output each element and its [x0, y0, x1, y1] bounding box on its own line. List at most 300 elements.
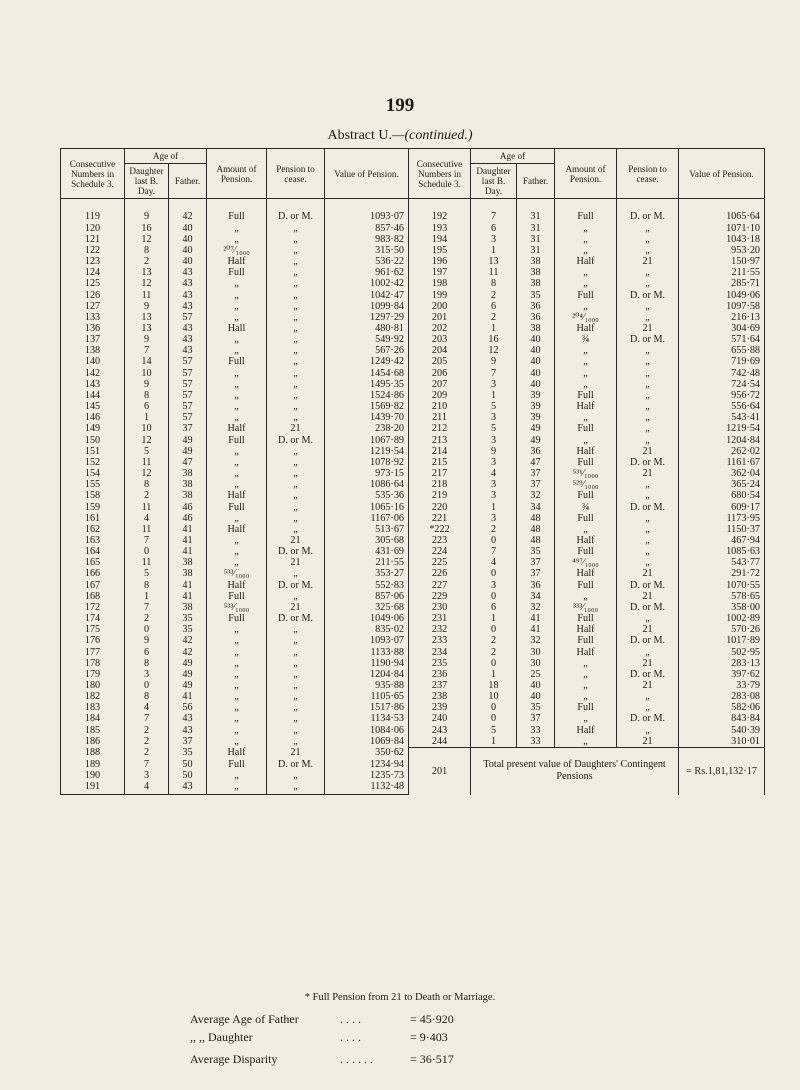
left-amount: „ [207, 770, 267, 781]
left-amount: Half [207, 256, 267, 267]
right-daughter-age: 0 [471, 713, 517, 724]
right-number: 196 [409, 256, 471, 267]
left-value: 431·69 [325, 546, 409, 557]
left-amount: „ [207, 546, 267, 557]
left-daughter-age: 14 [125, 356, 169, 367]
left-amount: „ [207, 290, 267, 301]
left-cease: 21 [267, 747, 325, 758]
left-value: 1002·42 [325, 278, 409, 289]
right-number: 226 [409, 568, 471, 579]
right-value: 1049·06 [679, 290, 765, 301]
left-father-age: 40 [169, 223, 207, 234]
right-value: 680·54 [679, 490, 765, 501]
table-row [61, 334, 765, 345]
left-daughter-age: 4 [125, 702, 169, 713]
right-number: 239 [409, 702, 471, 713]
left-value: 1297·29 [325, 312, 409, 323]
left-number: 167 [61, 580, 125, 591]
right-amount: „ [555, 680, 617, 691]
left-daughter-age: 7 [125, 345, 169, 356]
right-value: 1017·89 [679, 635, 765, 646]
right-value: 216·13 [679, 312, 765, 323]
left-value: 1235·73 [325, 770, 409, 781]
right-cease: 21 [617, 591, 679, 602]
table-row [61, 702, 765, 713]
left-cease: „ [267, 513, 325, 524]
left-amount: „ [207, 557, 267, 568]
table-row [61, 635, 765, 646]
right-daughter-age: 1 [471, 613, 517, 624]
header-amount-2: Amount of Pension. [555, 149, 617, 199]
left-daughter-age: 2 [125, 725, 169, 736]
right-cease: „ [617, 278, 679, 289]
right-value: 262·02 [679, 446, 765, 457]
header-consecutive: Consecutive Numbers in Schedule 3. [61, 149, 125, 199]
left-number: 152 [61, 457, 125, 468]
left-daughter-age: 10 [125, 368, 169, 379]
right-daughter-age: 10 [471, 691, 517, 702]
left-daughter-age: 2 [125, 490, 169, 501]
left-number: 154 [61, 468, 125, 479]
right-value: 655·88 [679, 345, 765, 356]
left-amount: „ [207, 223, 267, 234]
right-number: 198 [409, 278, 471, 289]
right-cease: D. or M. [617, 457, 679, 468]
left-number: 159 [61, 502, 125, 513]
right-cease: „ [617, 223, 679, 234]
right-cease: D. or M. [617, 669, 679, 680]
left-number: 183 [61, 702, 125, 713]
header-value-2: Value of Pension. [679, 149, 765, 199]
right-cease: „ [617, 524, 679, 535]
left-number: 185 [61, 725, 125, 736]
table-row [61, 379, 765, 390]
right-cease: „ [617, 379, 679, 390]
right-value: 724·54 [679, 379, 765, 390]
left-number: 150 [61, 435, 125, 446]
right-daughter-age: 2 [471, 312, 517, 323]
header-pension-cease-2: Pension to cease. [617, 149, 679, 199]
left-cease: „ [267, 256, 325, 267]
left-amount: „ [207, 379, 267, 390]
right-daughter-age: 3 [471, 479, 517, 490]
left-amount: „ [207, 312, 267, 323]
left-value: 1569·82 [325, 401, 409, 412]
left-number: 133 [61, 312, 125, 323]
right-amount: „ [555, 345, 617, 356]
pension-table [60, 148, 765, 795]
table-row [61, 490, 765, 501]
left-father-age: 41 [169, 535, 207, 546]
right-father-age: 35 [517, 290, 555, 301]
left-father-age: 41 [169, 691, 207, 702]
left-value: 325·68 [325, 602, 409, 613]
right-father-age: 48 [517, 524, 555, 535]
left-amount: Full [207, 591, 267, 602]
right-daughter-age: 5 [471, 423, 517, 434]
right-father-age: 36 [517, 446, 555, 457]
left-value: 536·22 [325, 256, 409, 267]
left-cease: „ [267, 647, 325, 658]
table-row [61, 624, 765, 635]
right-value: 1161·67 [679, 457, 765, 468]
right-daughter-age: 7 [471, 368, 517, 379]
right-value: 291·72 [679, 568, 765, 579]
left-number: 137 [61, 334, 125, 345]
left-daughter-age: 4 [125, 781, 169, 795]
right-father-age: 32 [517, 602, 555, 613]
left-number: 127 [61, 301, 125, 312]
right-amount: ⁵³¹⁄₁₀₀₀ [555, 468, 617, 479]
left-daughter-age: 1 [125, 412, 169, 423]
left-cease: „ [267, 713, 325, 724]
right-daughter-age: 5 [471, 725, 517, 736]
right-cease: „ [617, 267, 679, 278]
left-daughter-age: 0 [125, 546, 169, 557]
left-amount: Full [207, 759, 267, 770]
left-amount: „ [207, 781, 267, 795]
left-cease: D. or M. [267, 546, 325, 557]
table-row [61, 680, 765, 691]
left-cease: „ [267, 702, 325, 713]
left-cease: „ [267, 502, 325, 513]
right-number: 238 [409, 691, 471, 702]
right-number: 230 [409, 602, 471, 613]
left-number: 158 [61, 490, 125, 501]
left-value: 1069·84 [325, 736, 409, 748]
right-father-age: 35 [517, 702, 555, 713]
right-daughter-age: 16 [471, 334, 517, 345]
right-amount: Full [555, 580, 617, 591]
right-cease: „ [617, 234, 679, 245]
right-value: 556·64 [679, 401, 765, 412]
right-father-age: 35 [517, 546, 555, 557]
right-cease: „ [617, 613, 679, 624]
right-daughter-age: 3 [471, 490, 517, 501]
right-value: 358·00 [679, 602, 765, 613]
right-number: 233 [409, 635, 471, 646]
left-father-age: 57 [169, 368, 207, 379]
left-father-age: 43 [169, 290, 207, 301]
left-daughter-age: 8 [125, 658, 169, 669]
right-value: 953·20 [679, 245, 765, 256]
table-row [61, 736, 765, 748]
left-cease: D. or M. [267, 199, 325, 223]
left-daughter-age: 9 [125, 199, 169, 223]
left-value: 1042·47 [325, 290, 409, 301]
left-daughter-age: 12 [125, 468, 169, 479]
left-cease: „ [267, 468, 325, 479]
table-row [61, 713, 765, 724]
left-daughter-age: 5 [125, 446, 169, 457]
left-father-age: 41 [169, 580, 207, 591]
right-amount: Full [555, 635, 617, 646]
right-cease: 21 [617, 323, 679, 334]
table-row [61, 658, 765, 669]
table-row [61, 312, 765, 323]
right-father-age: 30 [517, 658, 555, 669]
left-cease: „ [267, 691, 325, 702]
left-number: 151 [61, 446, 125, 457]
left-father-age: 47 [169, 457, 207, 468]
left-daughter-age: 10 [125, 423, 169, 434]
right-daughter-age: 1 [471, 390, 517, 401]
left-value: 1086·64 [325, 479, 409, 490]
left-amount: „ [207, 345, 267, 356]
right-father-age: 39 [517, 390, 555, 401]
left-daughter-age: 3 [125, 669, 169, 680]
right-number: 203 [409, 334, 471, 345]
left-amount: „ [207, 301, 267, 312]
left-cease: „ [267, 412, 325, 423]
table-row [61, 457, 765, 468]
left-father-age: 35 [169, 747, 207, 758]
table-row [61, 234, 765, 245]
right-daughter-age: 12 [471, 345, 517, 356]
left-cease: „ [267, 368, 325, 379]
right-cease: D. or M. [617, 580, 679, 591]
right-amount: „ [555, 278, 617, 289]
left-value: 961·62 [325, 267, 409, 278]
right-father-age: 38 [517, 267, 555, 278]
table-row [61, 345, 765, 356]
right-amount: „ [555, 691, 617, 702]
left-cease: „ [267, 356, 325, 367]
left-value: 1190·94 [325, 658, 409, 669]
left-daughter-age: 11 [125, 290, 169, 301]
left-cease: „ [267, 669, 325, 680]
left-father-age: 57 [169, 390, 207, 401]
right-amount: Full [555, 290, 617, 301]
left-value: 1439·70 [325, 412, 409, 423]
left-amount: „ [207, 702, 267, 713]
left-number: 119 [61, 199, 125, 223]
right-cease: 21 [617, 680, 679, 691]
left-father-age: 49 [169, 669, 207, 680]
header-amount: Amount of Pension. [207, 149, 267, 199]
right-daughter-age: 4 [471, 468, 517, 479]
right-number: 217 [409, 468, 471, 479]
left-value: 1454·68 [325, 368, 409, 379]
left-amount: Full [207, 502, 267, 513]
left-daughter-age: 7 [125, 759, 169, 770]
left-amount: „ [207, 479, 267, 490]
average-label: Average Age of Father [190, 1012, 299, 1026]
table-row [61, 479, 765, 490]
left-cease: „ [267, 301, 325, 312]
table-row [61, 301, 765, 312]
left-cease: D. or M. [267, 759, 325, 770]
left-father-age: 43 [169, 725, 207, 736]
right-number: 218 [409, 479, 471, 490]
right-daughter-age: 5 [471, 401, 517, 412]
left-daughter-age: 11 [125, 457, 169, 468]
right-father-age: 36 [517, 301, 555, 312]
left-amount: „ [207, 234, 267, 245]
left-cease: „ [267, 591, 325, 602]
right-daughter-age: 18 [471, 680, 517, 691]
left-value: 1204·84 [325, 669, 409, 680]
right-father-age: 34 [517, 591, 555, 602]
left-cease: „ [267, 658, 325, 669]
right-daughter-age: 3 [471, 379, 517, 390]
right-amount: ³³³⁄₁₀₀₀ [555, 602, 617, 613]
left-father-age: 37 [169, 423, 207, 434]
table-row [61, 747, 765, 758]
table-row [61, 245, 765, 256]
left-amount: „ [207, 278, 267, 289]
left-father-age: 43 [169, 323, 207, 334]
left-amount: ⁵³³⁄₁₀₀₀ [207, 602, 267, 613]
right-father-age: 33 [517, 736, 555, 748]
table-row [61, 223, 765, 234]
left-cease: „ [267, 223, 325, 234]
left-cease: „ [267, 446, 325, 457]
right-number: 227 [409, 580, 471, 591]
left-cease: „ [267, 379, 325, 390]
average-value: = 9·403 [410, 1030, 448, 1044]
left-amount: „ [207, 390, 267, 401]
left-number: 176 [61, 635, 125, 646]
header-pension-cease: Pension to cease. [267, 149, 325, 199]
right-value: 719·69 [679, 356, 765, 367]
right-value: 1219·54 [679, 423, 765, 434]
right-number: 235 [409, 658, 471, 669]
left-father-age: 41 [169, 591, 207, 602]
right-cease: „ [617, 435, 679, 446]
right-amount: ²⁰⁴⁄₁₀₀₀ [555, 312, 617, 323]
left-daughter-age: 11 [125, 557, 169, 568]
right-cease: 21 [617, 624, 679, 635]
left-number: 179 [61, 669, 125, 680]
right-cease: „ [617, 546, 679, 557]
left-amount: Hall [207, 323, 267, 334]
right-daughter-age: 1 [471, 669, 517, 680]
table-row [61, 557, 765, 568]
right-father-age: 38 [517, 323, 555, 334]
right-value: 543·41 [679, 412, 765, 423]
right-number: 210 [409, 401, 471, 412]
right-daughter-age: 7 [471, 199, 517, 223]
right-value: 609·17 [679, 502, 765, 513]
left-father-age: 50 [169, 759, 207, 770]
left-daughter-age: 8 [125, 245, 169, 256]
left-number: 189 [61, 759, 125, 770]
right-cease: 21 [617, 256, 679, 267]
left-value: 1093·07 [325, 199, 409, 223]
left-cease: 21 [267, 557, 325, 568]
left-cease: 21 [267, 535, 325, 546]
table-row [61, 468, 765, 479]
right-amount: Full [555, 490, 617, 501]
left-cease: „ [267, 312, 325, 323]
right-number: 234 [409, 647, 471, 658]
left-daughter-age: 3 [125, 770, 169, 781]
right-value: 285·71 [679, 278, 765, 289]
left-amount: Full [207, 435, 267, 446]
right-amount: Half [555, 323, 617, 334]
right-number: 219 [409, 490, 471, 501]
right-father-age: 40 [517, 379, 555, 390]
average-dots: . . . . . . [340, 1052, 373, 1066]
left-amount: „ [207, 691, 267, 702]
right-cease: „ [617, 702, 679, 713]
left-number: 191 [61, 781, 125, 795]
right-number: 236 [409, 669, 471, 680]
left-number: 164 [61, 546, 125, 557]
left-number: 174 [61, 613, 125, 624]
left-daughter-age: 8 [125, 479, 169, 490]
right-value: 211·55 [679, 267, 765, 278]
right-amount: „ [555, 267, 617, 278]
left-number: 123 [61, 256, 125, 267]
left-value: 1524·86 [325, 390, 409, 401]
table-row [61, 401, 765, 412]
table-row [61, 199, 765, 223]
left-amount: Full [207, 267, 267, 278]
average-dots: . . . . [340, 1012, 361, 1026]
right-cease: „ [617, 513, 679, 524]
table-row [61, 267, 765, 278]
right-cease: „ [617, 423, 679, 434]
left-value: 1105·65 [325, 691, 409, 702]
right-value: 956·72 [679, 390, 765, 401]
right-daughter-age: 9 [471, 356, 517, 367]
right-daughter-age: 0 [471, 591, 517, 602]
right-number: 214 [409, 446, 471, 457]
left-value: 983·82 [325, 234, 409, 245]
left-father-age: 38 [169, 468, 207, 479]
left-daughter-age: 8 [125, 580, 169, 591]
left-value: 1067·89 [325, 435, 409, 446]
left-cease: „ [267, 345, 325, 356]
right-father-age: 31 [517, 245, 555, 256]
left-daughter-age: 12 [125, 435, 169, 446]
right-father-age: 41 [517, 624, 555, 635]
left-daughter-age: 8 [125, 390, 169, 401]
left-amount: Half [207, 423, 267, 434]
table-row [61, 568, 765, 579]
left-daughter-age: 9 [125, 379, 169, 390]
right-cease: 21 [617, 658, 679, 669]
left-father-age: 43 [169, 278, 207, 289]
left-father-age: 46 [169, 502, 207, 513]
right-amount: ⁴⁹⁷⁄₁₀₀₀ [555, 557, 617, 568]
right-cease: „ [617, 301, 679, 312]
table-row [61, 524, 765, 535]
page-title [0, 128, 800, 144]
right-daughter-age: 3 [471, 412, 517, 423]
left-father-age: 42 [169, 647, 207, 658]
right-number: 211 [409, 412, 471, 423]
right-value: 1097·58 [679, 301, 765, 312]
right-value: 578·65 [679, 591, 765, 602]
left-daughter-age: 2 [125, 747, 169, 758]
left-daughter-age: 7 [125, 602, 169, 613]
left-father-age: 50 [169, 770, 207, 781]
right-daughter-age: 2 [471, 647, 517, 658]
right-cease: „ [617, 356, 679, 367]
left-cease: „ [267, 736, 325, 748]
left-amount: „ [207, 635, 267, 646]
right-daughter-age: 2 [471, 635, 517, 646]
right-father-age: 31 [517, 199, 555, 223]
left-father-age: 43 [169, 713, 207, 724]
left-number: 168 [61, 591, 125, 602]
left-amount: Half [207, 747, 267, 758]
table-row [61, 546, 765, 557]
right-father-age: 37 [517, 557, 555, 568]
